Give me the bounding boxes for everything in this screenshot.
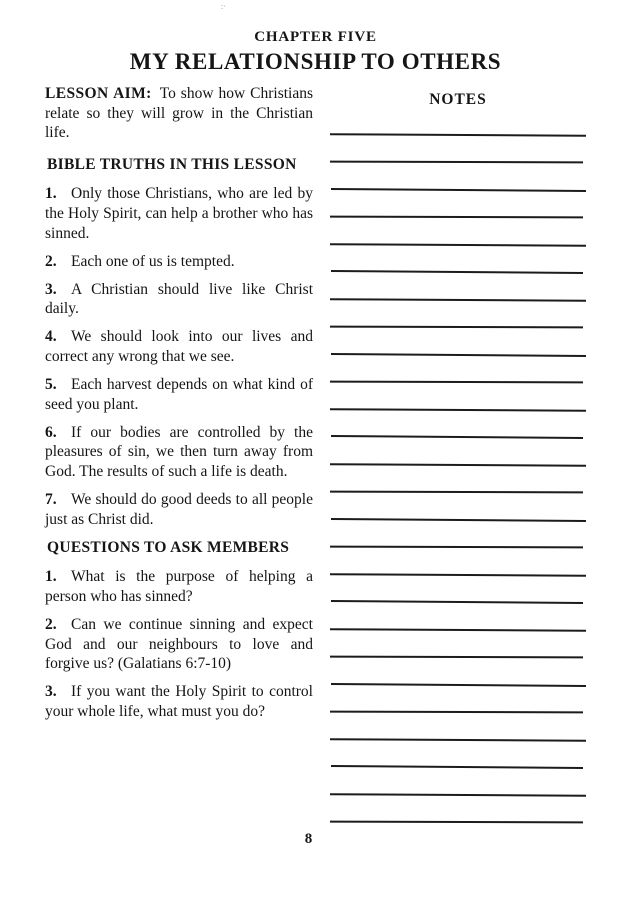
- item-text: Only those Christians, who are led by the Holy Spirit, can help a brother who has sinned.: [45, 185, 313, 242]
- item-text: Each one of us is tempted.: [71, 252, 235, 270]
- bible-truth-item: [45, 490, 313, 529]
- questions-heading: QUESTIONS TO ASK MEMBERS: [47, 538, 290, 556]
- notes-ruled-line: [330, 328, 586, 356]
- item-text: If you want the Holy Spirit to control your whole life, what must you do?: [45, 683, 313, 720]
- bible-truth-item: [45, 423, 313, 482]
- item-number: 2.: [45, 616, 57, 634]
- item-text: A Christian should live like Christ daily.: [45, 280, 313, 318]
- notes-ruled-line: [330, 603, 586, 631]
- question-item: [45, 615, 313, 674]
- item-text: We should look into our lives and correct any wrong that we see.: [45, 328, 313, 366]
- notes-ruled-line: [330, 136, 586, 164]
- item-number: 4.: [45, 328, 57, 346]
- notes-lines: [330, 108, 586, 823]
- notes-ruled-line: [330, 356, 586, 384]
- notes-ruled-line: [330, 686, 586, 714]
- item-number: 2.: [45, 252, 57, 270]
- item-text: We should do good deeds to all people just as Christ did.: [45, 491, 313, 528]
- notes-ruled-line: [330, 466, 586, 494]
- notes-ruled-line: [330, 411, 586, 439]
- notes-heading: NOTES: [429, 91, 487, 108]
- notes-ruled-line: [330, 246, 586, 274]
- notes-ruled-line: [330, 218, 586, 246]
- item-number: 3.: [45, 280, 57, 298]
- bible-truth-item: [45, 327, 313, 366]
- item-number: 1.: [45, 185, 57, 203]
- lesson-aim-text: To show how Christians relate so they will grow in the Christian life.: [45, 85, 314, 142]
- notes-ruled-line: [330, 521, 586, 549]
- notes-ruled-line: [330, 108, 586, 136]
- lesson-aim-paragraph: [45, 84, 313, 143]
- scan-artifact: :·: [221, 2, 226, 11]
- item-number: 5.: [45, 376, 57, 394]
- bible-truth-item: [45, 280, 313, 319]
- notes-ruled-line: [330, 576, 586, 604]
- notes-ruled-line: [330, 273, 586, 301]
- notes-ruled-line: [330, 796, 586, 824]
- item-text: If our bodies are controlled by the pleasures of sin, we then turn away from God. The results of such a life is death.: [45, 423, 313, 480]
- page-title: MY RELATIONSHIP TO OTHERS: [129, 49, 502, 74]
- item-text: Can we continue sinning and expect God and our neighbours to love and forgive us? (Galatians 6:7-10): [45, 616, 313, 673]
- chapter-heading: CHAPTER FIVE: [254, 29, 377, 45]
- bible-truth-item: [45, 375, 313, 414]
- notes-ruled-line: [330, 438, 586, 466]
- item-text: What is the purpose of helping a person who has sinned?: [45, 568, 313, 605]
- lesson-content-column: [45, 84, 313, 730]
- item-number: 6.: [45, 423, 57, 441]
- bible-truth-item: [45, 252, 313, 272]
- question-item: [45, 682, 313, 721]
- question-item: [45, 567, 313, 606]
- bible-truths-heading: BIBLE TRUTHS IN THIS LESSON: [47, 155, 297, 173]
- item-number: 3.: [45, 683, 57, 701]
- notes-ruled-line: [330, 383, 586, 411]
- notes-ruled-line: [330, 191, 586, 219]
- notes-ruled-line: [330, 768, 586, 796]
- item-text: Each harvest depends on what kind of seed you plant.: [45, 376, 313, 413]
- notes-ruled-line: [330, 548, 586, 576]
- notes-ruled-line: [330, 658, 586, 686]
- item-number: 7.: [45, 491, 57, 509]
- bible-truth-item: [45, 184, 313, 243]
- page-number: 8: [304, 831, 313, 847]
- item-number: 1.: [45, 568, 57, 586]
- notes-ruled-line: [330, 301, 586, 329]
- notes-ruled-line: [330, 493, 586, 521]
- notes-ruled-line: [330, 741, 586, 769]
- lesson-aim-label: LESSON AIM:: [45, 85, 152, 102]
- notes-ruled-line: [330, 631, 586, 659]
- notes-ruled-line: [330, 713, 586, 741]
- notes-ruled-line: [330, 163, 586, 191]
